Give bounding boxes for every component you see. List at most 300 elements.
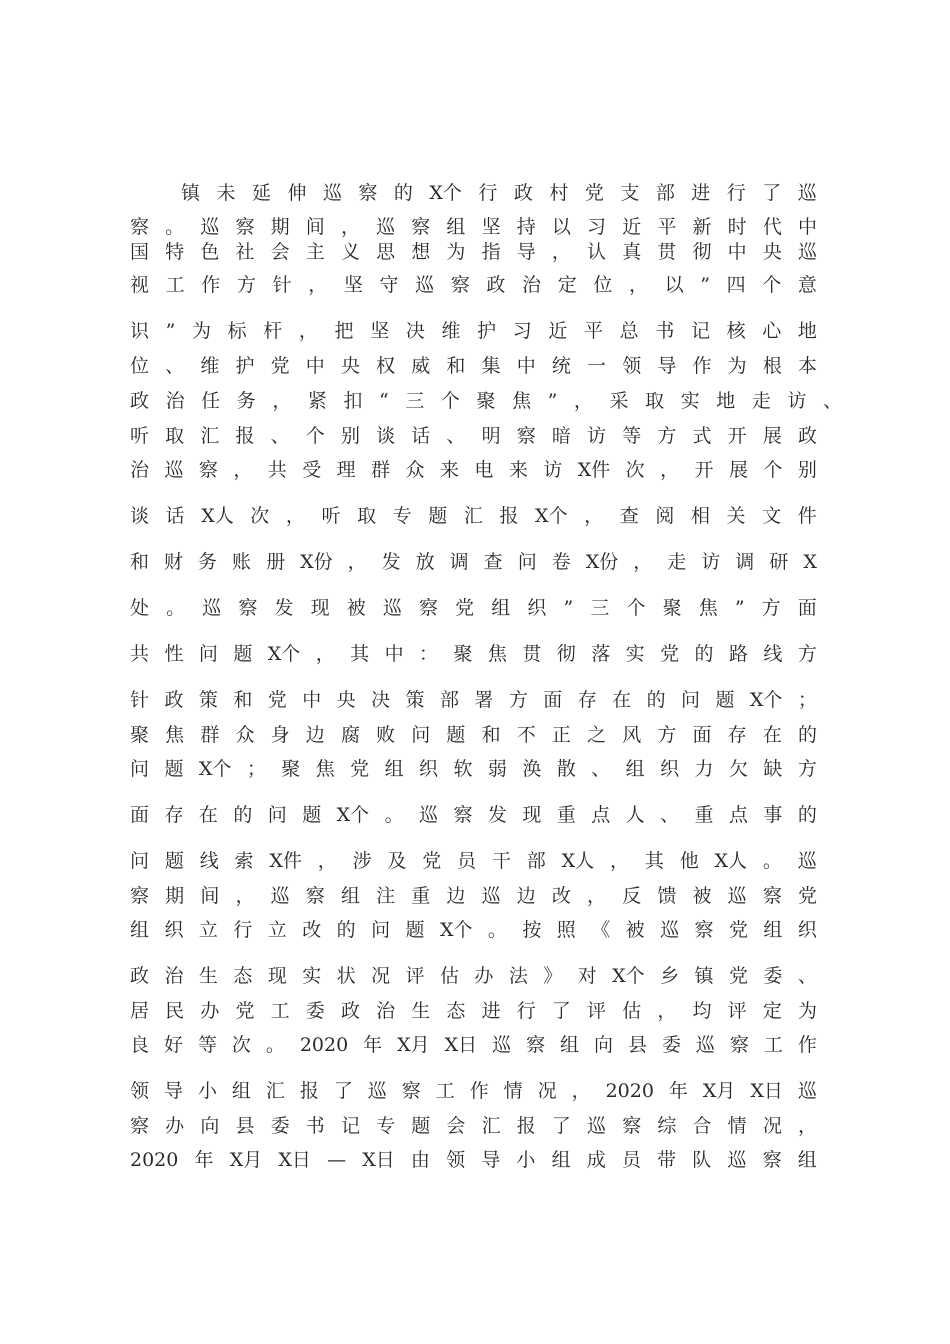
text-glyph: 生 xyxy=(411,1000,431,1022)
text-glyph: 党 xyxy=(728,919,748,941)
text-glyph: ， xyxy=(584,505,604,527)
text-glyph: 取 xyxy=(165,425,185,447)
text-glyph: 居 xyxy=(130,1000,150,1022)
text-glyph: ， xyxy=(610,850,630,872)
text-glyph: 状 xyxy=(336,965,356,987)
text-glyph: 被 xyxy=(625,919,645,941)
text-glyph: 人 xyxy=(625,804,645,826)
text-glyph: 中 xyxy=(384,643,404,665)
text-glyph: 进 xyxy=(481,1000,501,1022)
text-glyph: 央 xyxy=(336,689,356,711)
text-glyph: 由 xyxy=(410,1149,430,1171)
text-glyph: 察 xyxy=(762,885,782,907)
text-glyph: 调 xyxy=(735,551,755,573)
text-glyph: 领 xyxy=(446,1149,466,1171)
text-glyph: 书 xyxy=(655,320,675,342)
text-glyph: 治 xyxy=(130,459,150,481)
text-glyph: 员 xyxy=(457,850,477,872)
text-glyph: ” xyxy=(547,390,558,412)
text-glyph: 别 xyxy=(340,425,360,447)
text-glyph: 标 xyxy=(227,320,247,342)
text-glyph: 腐 xyxy=(340,724,360,746)
text-glyph: 巡 xyxy=(322,182,342,204)
text-glyph: 题 xyxy=(233,643,253,665)
text-glyph: 工 xyxy=(270,1000,290,1022)
text-glyph: ， xyxy=(573,390,593,412)
text-glyph: 察 xyxy=(235,216,255,238)
text-glyph: 汇 xyxy=(481,1115,501,1137)
text-glyph: 走 xyxy=(667,551,687,573)
text-glyph: 领 xyxy=(130,1080,150,1102)
paragraph-line xyxy=(130,687,817,713)
paragraph-line xyxy=(130,722,817,748)
text-glyph: 题 xyxy=(302,804,322,826)
text-glyph: 真 xyxy=(622,241,642,263)
text-glyph: 巡 xyxy=(376,216,396,238)
text-glyph: 报 xyxy=(516,1115,536,1137)
text-glyph: ， xyxy=(571,1080,591,1102)
text-glyph: 的 xyxy=(646,689,666,711)
text-glyph: 合 xyxy=(692,1115,712,1137)
text-glyph: 况 xyxy=(537,1080,557,1102)
text-glyph: 工 xyxy=(763,1034,783,1056)
text-glyph: 重 xyxy=(411,885,431,907)
paragraph-line xyxy=(130,549,817,575)
text-glyph: 访 xyxy=(787,390,807,412)
text-glyph: 访 xyxy=(587,425,607,447)
text-glyph: 镇 xyxy=(181,182,201,204)
text-glyph: 2020 xyxy=(605,1080,654,1102)
text-glyph: 政 xyxy=(130,390,150,412)
text-glyph: 评 xyxy=(727,1000,747,1022)
text-glyph: 焦 xyxy=(315,758,335,780)
text-glyph: 部 xyxy=(655,182,675,204)
text-glyph: 政 xyxy=(340,1000,360,1022)
text-glyph: X月 xyxy=(397,1034,430,1056)
text-glyph: 组 xyxy=(130,919,150,941)
text-glyph: 巡 xyxy=(797,850,817,872)
text-glyph: 为 xyxy=(797,1000,817,1022)
text-glyph: 委 xyxy=(270,1115,290,1137)
text-glyph: 委 xyxy=(763,965,783,987)
text-glyph: 巡 xyxy=(164,459,184,481)
text-glyph: 想 xyxy=(411,241,431,263)
paragraph-line xyxy=(130,318,817,344)
text-glyph: 阅 xyxy=(655,505,675,527)
text-glyph: 党 xyxy=(235,1000,255,1022)
text-glyph: 其 xyxy=(350,643,370,665)
text-glyph: 作 xyxy=(469,1080,489,1102)
text-glyph: 位 xyxy=(593,274,613,296)
text-glyph: 中 xyxy=(516,355,536,377)
text-glyph: 访 xyxy=(543,459,563,481)
text-glyph: 政 xyxy=(486,274,506,296)
text-glyph: 情 xyxy=(503,1080,523,1102)
paragraph-line xyxy=(130,917,817,943)
text-glyph: 聚 xyxy=(453,643,473,665)
text-glyph: 核 xyxy=(726,320,746,342)
text-glyph: 和 xyxy=(130,551,150,573)
text-glyph: 受 xyxy=(302,459,322,481)
text-glyph: 四 xyxy=(726,274,746,296)
text-glyph: 估 xyxy=(439,965,459,987)
paragraph-line xyxy=(130,1147,817,1173)
text-glyph: X个 xyxy=(267,643,301,665)
text-glyph: 镇 xyxy=(694,965,714,987)
text-glyph: ， xyxy=(657,1000,677,1022)
text-glyph: 紧 xyxy=(307,390,327,412)
text-glyph: 定 xyxy=(557,274,577,296)
text-glyph: 巡 xyxy=(727,1149,747,1171)
text-glyph: 一 xyxy=(587,355,607,377)
text-glyph: X个 xyxy=(336,804,370,826)
text-glyph: 反 xyxy=(622,885,642,907)
text-glyph: 决 xyxy=(371,689,391,711)
text-glyph: 织 xyxy=(797,919,817,941)
text-glyph: X个 xyxy=(535,505,568,527)
text-glyph: — xyxy=(327,1149,347,1171)
text-glyph: 织 xyxy=(419,758,439,780)
text-glyph: 综 xyxy=(657,1115,677,1137)
text-glyph: 三 xyxy=(405,390,425,412)
text-glyph: 集 xyxy=(481,355,501,377)
text-glyph: 伸 xyxy=(287,182,307,204)
text-glyph: 的 xyxy=(797,804,817,826)
text-glyph: 巡 xyxy=(481,885,501,907)
text-glyph: 巡 xyxy=(367,1080,387,1102)
text-glyph: 习 xyxy=(587,216,607,238)
text-glyph: 成 xyxy=(586,1149,606,1171)
text-glyph: 面 xyxy=(130,804,150,826)
text-glyph: 办 xyxy=(200,1000,220,1022)
text-glyph: 针 xyxy=(130,689,150,711)
text-glyph: 工 xyxy=(435,1080,455,1102)
text-glyph: 发 xyxy=(381,551,401,573)
text-glyph: 方 xyxy=(508,689,528,711)
text-glyph: 年 xyxy=(194,1149,214,1171)
text-glyph: 行 xyxy=(233,919,253,941)
text-glyph: 党 xyxy=(584,182,604,204)
text-glyph: 方 xyxy=(797,643,817,665)
text-glyph: 边 xyxy=(305,724,325,746)
text-glyph: 委 xyxy=(661,1034,681,1056)
text-glyph: 领 xyxy=(622,355,642,377)
text-glyph: 路 xyxy=(728,643,748,665)
text-glyph: ” xyxy=(563,597,574,619)
text-glyph: 察 xyxy=(526,1034,546,1056)
text-glyph: 员 xyxy=(621,1149,641,1171)
text-glyph: 务 xyxy=(236,390,256,412)
text-glyph: 三 xyxy=(590,597,610,619)
text-glyph: 书 xyxy=(305,1115,325,1137)
text-glyph: 风 xyxy=(622,724,642,746)
text-glyph: ； xyxy=(797,689,817,711)
text-glyph: 调 xyxy=(449,551,469,573)
text-glyph: 杆 xyxy=(263,320,283,342)
text-glyph: 的 xyxy=(393,182,413,204)
text-glyph: 会 xyxy=(270,241,290,263)
text-glyph: “ xyxy=(379,390,389,412)
text-glyph: 相 xyxy=(690,505,710,527)
text-glyph: 散 xyxy=(556,758,576,780)
text-glyph: 持 xyxy=(516,216,536,238)
text-glyph: 照 xyxy=(556,919,576,941)
text-glyph: 巡 xyxy=(727,885,747,907)
text-glyph: 聚 xyxy=(476,390,496,412)
text-glyph: 问 xyxy=(411,724,431,746)
text-glyph: 记 xyxy=(690,320,710,342)
text-glyph: 他 xyxy=(679,850,699,872)
text-glyph: 线 xyxy=(763,643,783,665)
text-glyph: 取 xyxy=(645,390,665,412)
text-glyph: X件 xyxy=(577,459,611,481)
text-glyph: 权 xyxy=(376,355,396,377)
text-glyph: 汇 xyxy=(265,1080,285,1102)
text-glyph: 的 xyxy=(336,919,356,941)
text-glyph: 实 xyxy=(680,390,700,412)
text-glyph: 个 xyxy=(763,459,783,481)
text-glyph: 维 xyxy=(200,355,220,377)
text-glyph: 。 xyxy=(165,216,185,238)
text-glyph: 政 xyxy=(797,425,817,447)
text-glyph: 题 xyxy=(411,1115,431,1137)
text-glyph: 。 xyxy=(166,597,186,619)
text-glyph: 察 xyxy=(238,597,258,619)
text-glyph: 面 xyxy=(692,724,712,746)
text-glyph: 改 xyxy=(551,885,571,907)
text-glyph: 察 xyxy=(622,1115,642,1137)
text-glyph: 组 xyxy=(625,758,645,780)
text-glyph: 涣 xyxy=(522,758,542,780)
text-glyph: 边 xyxy=(446,885,466,907)
text-glyph: 问 xyxy=(267,804,287,826)
text-glyph: 作 xyxy=(797,1034,817,1056)
text-glyph: 党 xyxy=(267,689,287,711)
text-glyph: 针 xyxy=(272,274,292,296)
text-glyph: ： xyxy=(419,643,439,665)
text-glyph: 焦 xyxy=(698,597,718,619)
text-glyph: 近 xyxy=(548,320,568,342)
text-glyph: 组 xyxy=(491,597,511,619)
text-glyph: 察 xyxy=(453,804,473,826)
text-glyph: 评 xyxy=(587,1000,607,1022)
text-glyph: 落 xyxy=(591,643,611,665)
text-glyph: ， xyxy=(340,216,360,238)
text-glyph: 巡 xyxy=(587,1115,607,1137)
text-glyph: 坚 xyxy=(343,274,363,296)
text-glyph: 、 xyxy=(270,425,290,447)
text-glyph: 财 xyxy=(164,551,184,573)
text-glyph: 问 xyxy=(681,689,701,711)
text-glyph: 报 xyxy=(499,505,519,527)
text-glyph: 察 xyxy=(130,216,150,238)
text-glyph: ， xyxy=(587,885,607,907)
text-glyph: 存 xyxy=(164,804,184,826)
text-glyph: 识 xyxy=(130,320,150,342)
text-glyph: 专 xyxy=(392,505,412,527)
text-glyph: 焦 xyxy=(512,390,532,412)
text-glyph: 察 xyxy=(130,885,150,907)
text-glyph: 正 xyxy=(551,724,571,746)
text-glyph: 、 xyxy=(822,390,842,412)
text-glyph: 欠 xyxy=(728,758,748,780)
text-glyph: 织 xyxy=(527,597,547,619)
text-glyph: 间 xyxy=(200,885,220,907)
text-glyph: 组 xyxy=(763,919,783,941)
text-glyph: 个 xyxy=(440,390,460,412)
text-glyph: 题 xyxy=(164,850,184,872)
text-glyph: 。 xyxy=(265,1034,285,1056)
text-glyph: 民 xyxy=(165,1000,185,1022)
text-glyph: 、 xyxy=(165,355,185,377)
text-glyph: 报 xyxy=(299,1080,319,1102)
text-glyph: 守 xyxy=(379,274,399,296)
text-glyph: 会 xyxy=(446,1115,466,1137)
text-glyph: ， xyxy=(285,505,305,527)
text-glyph: 党 xyxy=(350,758,370,780)
paragraph-line xyxy=(130,756,817,782)
paragraph-line xyxy=(130,802,817,828)
text-glyph: 线 xyxy=(199,850,219,872)
text-glyph: 及 xyxy=(387,850,407,872)
text-glyph: 电 xyxy=(474,459,494,481)
text-glyph: 2020 xyxy=(130,1149,179,1171)
text-glyph: X人 xyxy=(201,505,234,527)
text-glyph: 察 xyxy=(516,425,536,447)
text-glyph: 和 xyxy=(446,355,466,377)
text-glyph: 注 xyxy=(376,885,396,907)
text-glyph: 法 xyxy=(508,965,528,987)
text-glyph: 向 xyxy=(200,1115,220,1137)
text-glyph: 平 xyxy=(657,216,677,238)
text-glyph: 问 xyxy=(130,850,150,872)
paragraph-line xyxy=(130,1078,817,1104)
text-glyph: ， xyxy=(797,1115,817,1137)
text-glyph: 身 xyxy=(270,724,290,746)
text-glyph: 中 xyxy=(302,689,322,711)
text-glyph: 来 xyxy=(439,459,459,481)
text-glyph: 央 xyxy=(340,355,360,377)
text-glyph: 败 xyxy=(376,724,396,746)
paragraph-line xyxy=(130,423,817,449)
text-glyph: 行 xyxy=(516,1000,536,1022)
text-glyph: 不 xyxy=(516,724,536,746)
text-glyph: 查 xyxy=(483,551,503,573)
text-glyph: 事 xyxy=(763,804,783,826)
text-glyph: X个 xyxy=(429,182,462,204)
text-glyph: 地 xyxy=(716,390,736,412)
paragraph-line xyxy=(130,1113,817,1139)
text-glyph: 县 xyxy=(235,1115,255,1137)
paragraph-line xyxy=(130,239,817,265)
text-glyph: X xyxy=(803,551,817,573)
text-glyph: 作 xyxy=(201,274,221,296)
text-glyph: ； xyxy=(246,758,266,780)
text-glyph: ” xyxy=(165,320,176,342)
text-glyph: 委 xyxy=(305,1000,325,1022)
text-glyph: 态 xyxy=(233,965,253,987)
text-glyph: 关 xyxy=(726,505,746,527)
text-glyph: 决 xyxy=(405,320,425,342)
text-glyph: 馈 xyxy=(657,885,677,907)
text-glyph: 部 xyxy=(526,850,546,872)
text-glyph: 组 xyxy=(797,1149,817,1171)
text-glyph: X份 xyxy=(300,551,333,573)
text-glyph: 导 xyxy=(516,241,536,263)
text-glyph: 弱 xyxy=(487,758,507,780)
text-glyph: 央 xyxy=(762,241,782,263)
text-glyph: ， xyxy=(660,459,680,481)
text-glyph: 重 xyxy=(694,804,714,826)
text-glyph: 共 xyxy=(130,643,150,665)
text-glyph: 性 xyxy=(164,643,184,665)
text-glyph: 部 xyxy=(439,689,459,711)
text-glyph: 现 xyxy=(522,804,542,826)
text-glyph: 策 xyxy=(198,689,218,711)
text-glyph: 党 xyxy=(455,597,475,619)
text-glyph: 小 xyxy=(197,1080,217,1102)
text-glyph: 察 xyxy=(729,1034,749,1056)
text-glyph: 别 xyxy=(797,459,817,481)
text-glyph: 谈 xyxy=(130,505,150,527)
text-glyph: 、 xyxy=(797,965,817,987)
text-glyph: 代 xyxy=(762,216,782,238)
text-glyph: ， xyxy=(235,885,255,907)
text-glyph: 特 xyxy=(165,241,185,263)
text-glyph: 政 xyxy=(130,965,150,987)
text-glyph: 意 xyxy=(797,274,817,296)
text-glyph: 以 xyxy=(664,274,684,296)
paragraph-line xyxy=(130,883,817,909)
text-glyph: 》 xyxy=(543,965,563,987)
text-glyph: 坚 xyxy=(481,216,501,238)
text-glyph: 义 xyxy=(340,241,360,263)
text-glyph: 巡 xyxy=(660,919,680,941)
text-glyph: 重 xyxy=(556,804,576,826)
paragraph-line xyxy=(130,848,817,874)
text-glyph: 近 xyxy=(622,216,642,238)
text-glyph: 党 xyxy=(728,965,748,987)
text-glyph: 话 xyxy=(411,425,431,447)
text-glyph: 在 xyxy=(612,689,632,711)
text-glyph: 题 xyxy=(405,919,425,941)
text-glyph: 巡 xyxy=(270,885,290,907)
text-glyph: 力 xyxy=(694,758,714,780)
text-glyph: 专 xyxy=(376,1115,396,1137)
text-glyph: 察 xyxy=(411,216,431,238)
text-glyph: 实 xyxy=(302,965,322,987)
text-glyph: 干 xyxy=(491,850,511,872)
text-glyph: 件 xyxy=(797,505,817,527)
text-glyph: 展 xyxy=(762,425,782,447)
text-glyph: X人 xyxy=(714,850,748,872)
text-glyph: 态 xyxy=(446,1000,466,1022)
text-glyph: 册 xyxy=(266,551,286,573)
text-glyph: ， xyxy=(315,643,335,665)
text-glyph: 小 xyxy=(516,1149,536,1171)
text-glyph: 进 xyxy=(691,182,711,204)
text-glyph: 式 xyxy=(692,425,712,447)
text-glyph: 研 xyxy=(769,551,789,573)
text-glyph: 新 xyxy=(692,216,712,238)
text-glyph: X个 xyxy=(439,919,473,941)
text-glyph: 况 xyxy=(371,965,391,987)
text-glyph: 听 xyxy=(130,425,150,447)
text-glyph: 带 xyxy=(657,1149,677,1171)
text-glyph: 任 xyxy=(201,390,221,412)
text-glyph: 巡 xyxy=(200,216,220,238)
text-glyph: X个 xyxy=(198,758,232,780)
